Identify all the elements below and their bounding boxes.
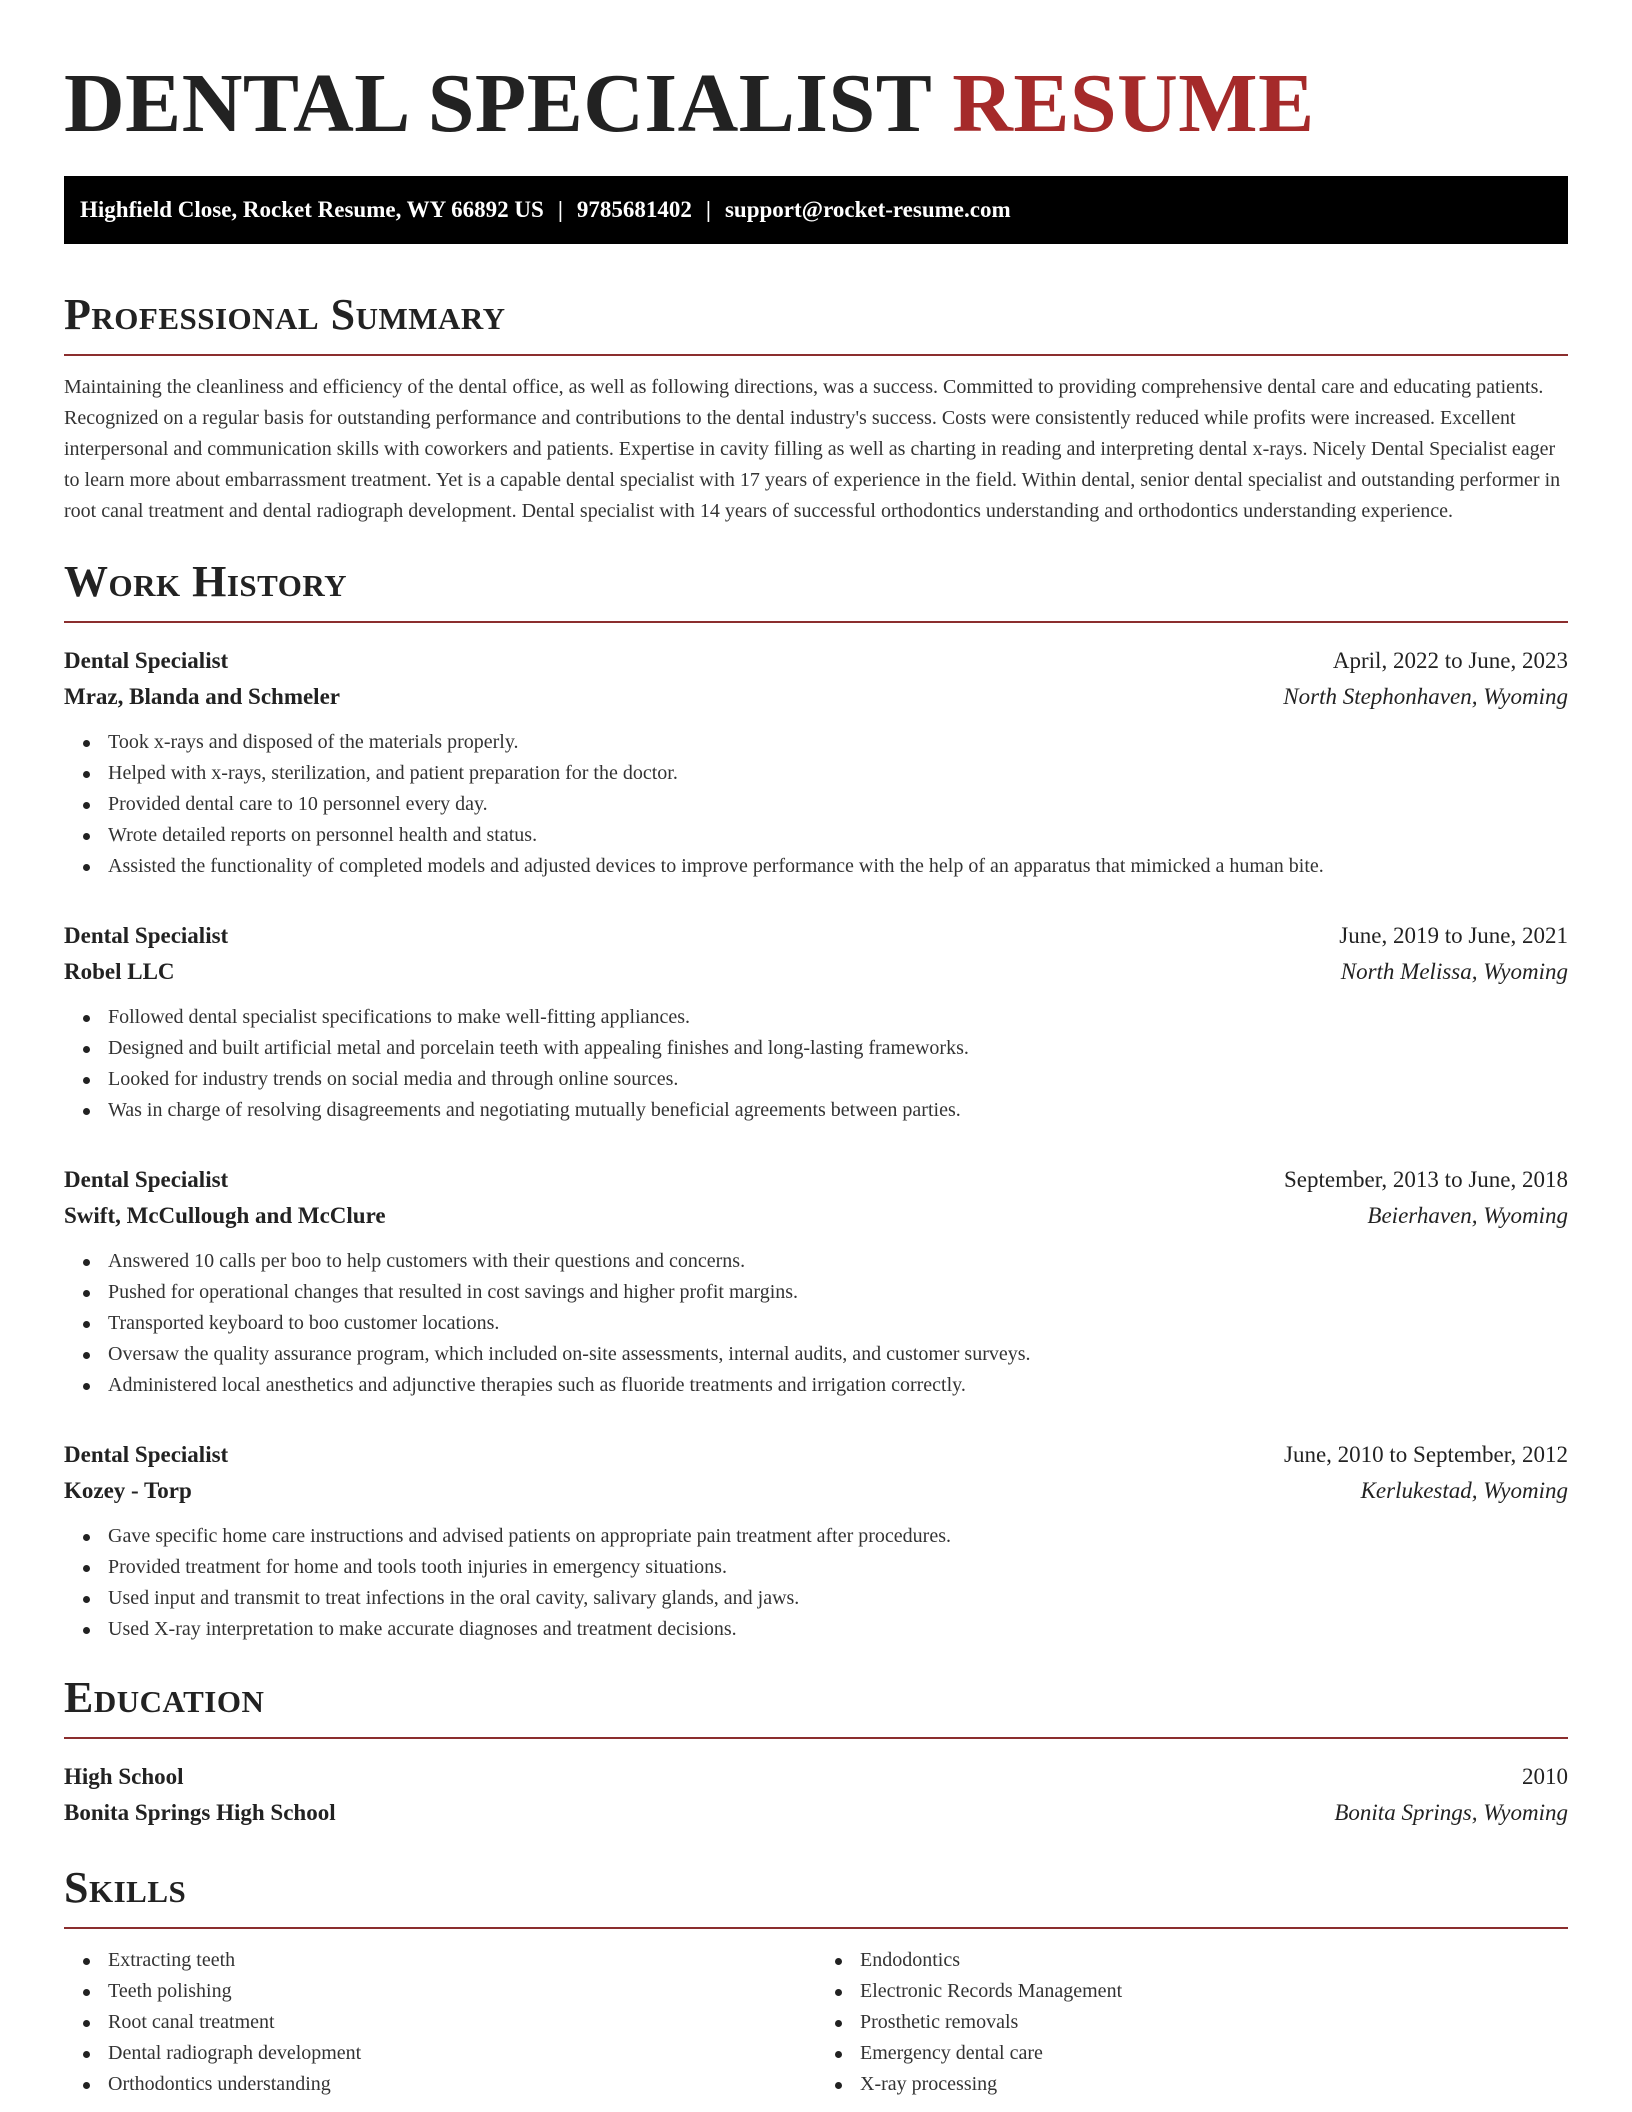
job-bullet: Provided treatment for home and tools tooth injuries in emergency situations. [108,1552,1568,1583]
section-divider [64,1927,1568,1929]
job-location: North Melissa, Wyoming [1340,959,1568,984]
skills-list-left [64,1945,816,2100]
summary-text: Maintaining the cleanliness and efficiency of the dental office, as well as following directions, was a success. Committed to providing comprehensive dental care and educating patients. Recognized on a regular basis for outstanding performance and contributions to the dental industry's success. Costs were consistently reduced while profits were increased. Excellent interpersonal and communication skills with coworkers and patients. Expertise in cavity filling as well as charting in reading and interpreting dental x-rays. Nicely Dental Specialist eager to learn more about embarrassment treatment. Yet is a capable dental specialist with 17 years of experience in the field. Within dental, senior dental specialist and outstanding performer in root canal treatment and dental radiograph development. Dental specialist with 14 years of successful orthodontics understanding and orthodontics understanding experience. [64,376,1561,522]
title-main: DENTAL SPECIALIST [64,57,931,150]
skills-list-right [816,1945,1568,2100]
education-degree: High School [64,1764,184,1789]
skill-item: Teeth polishing [108,1976,816,2007]
job-dates: June, 2010 to September, 2012 [1284,1442,1568,1467]
skill-item: Extracting teeth [108,1945,816,1976]
job-dates: April, 2022 to June, 2023 [1332,648,1568,673]
skill-item: Orthodontics understanding [108,2069,816,2100]
job-bullet: Answered 10 calls per boo to help customers with their questions and concerns. [108,1246,1568,1277]
skill-item: Electronic Records Management [860,1976,1568,2007]
job-bullets [64,1002,1568,1126]
job-location: Beierhaven, Wyoming [1367,1203,1568,1228]
education-location: Bonita Springs, Wyoming [1334,1800,1568,1825]
job-title: Dental Specialist [64,1167,229,1192]
job-location: Kerlukestad, Wyoming [1360,1478,1568,1503]
job-entry [64,643,1568,882]
contact-phone: 9785681402 [576,197,692,222]
work-history-section [64,555,1568,1645]
job-bullet: Provided dental care to 10 personnel every day. [108,789,1568,820]
education-entry [64,1759,1568,1831]
section-title-education: Education [64,1673,265,1722]
job-entry [64,1162,1568,1401]
education-section [64,1671,1568,1831]
job-bullet: Was in charge of resolving disagreements and negotiating mutually beneficial agreements between parties. [108,1095,1568,1126]
contact-email: support@rocket-resume.com [724,197,1011,222]
job-bullets [64,1246,1568,1401]
title-accent: RESUME [952,57,1315,150]
job-bullet: Helped with x-rays, sterilization, and patient preparation for the doctor. [108,758,1568,789]
job-bullet: Pushed for operational changes that resulted in cost savings and higher profit margins. [108,1277,1568,1308]
job-company: Robel LLC [64,959,175,984]
education-year: 2010 [1522,1764,1568,1789]
section-title-summary: Professional Summary [64,290,506,339]
skill-item: X-ray processing [860,2069,1568,2100]
job-bullet: Wrote detailed reports on personnel health and status. [108,820,1568,851]
job-bullet: Oversaw the quality assurance program, which included on-site assessments, internal audits, and customer surveys. [108,1339,1568,1370]
skill-item: Emergency dental care [860,2038,1568,2069]
section-title-work: Work History [64,557,348,606]
job-bullet: Used input and transmit to treat infections in the oral cavity, salivary glands, and jaws. [108,1583,1568,1614]
skill-item: Root canal treatment [108,2007,816,2038]
skills-grid [64,1945,1568,2100]
job-entry [64,1437,1568,1645]
contact-separator: | [705,197,711,222]
job-title: Dental Specialist [64,648,229,673]
job-bullet: Transported keyboard to boo customer locations. [108,1308,1568,1339]
job-bullet: Designed and built artificial metal and porcelain teeth with appealing finishes and long-lasting frameworks. [108,1033,1568,1064]
job-location: North Stephonhaven, Wyoming [1283,684,1568,709]
skill-item: Prosthetic removals [860,2007,1568,2038]
summary-section [64,288,1568,527]
resume-title [64,0,1568,152]
job-bullet: Administered local anesthetics and adjunctive therapies such as fluoride treatments and irrigation correctly. [108,1370,1568,1401]
section-divider [64,1737,1568,1739]
job-bullet: Used X-ray interpretation to make accurate diagnoses and treatment decisions. [108,1614,1568,1645]
contact-separator: | [557,197,563,222]
skill-item: Dental radiograph development [108,2038,816,2069]
job-title: Dental Specialist [64,923,229,948]
resume-page [64,0,1568,2100]
education-school: Bonita Springs High School [64,1800,336,1825]
job-bullet: Looked for industry trends on social media and through online sources. [108,1064,1568,1095]
job-bullet: Followed dental specialist specifications to make well-fitting appliances. [108,1002,1568,1033]
skill-item: Endodontics [860,1945,1568,1976]
section-divider [64,354,1568,356]
job-company: Swift, McCullough and McClure [64,1203,386,1228]
job-bullet: Assisted the functionality of completed models and adjusted devices to improve performance with the help of an apparatus that mimicked a human bite. [108,851,1568,882]
job-entry [64,918,1568,1126]
section-divider [64,621,1568,623]
job-bullet: Took x-rays and disposed of the materials properly. [108,727,1568,758]
skills-section [64,1861,1568,2100]
contact-bar [64,176,1568,244]
job-bullet: Gave specific home care instructions and advised patients on appropriate pain treatment after procedures. [108,1521,1568,1552]
job-company: Kozey - Torp [64,1478,192,1503]
section-title-skills: Skills [64,1863,187,1912]
job-bullets [64,1521,1568,1645]
job-title: Dental Specialist [64,1442,229,1467]
job-bullets [64,727,1568,882]
job-dates: September, 2013 to June, 2018 [1284,1167,1568,1192]
job-dates: June, 2019 to June, 2021 [1339,923,1568,948]
contact-address: Highfield Close, Rocket Resume, WY 66892 US [80,197,544,222]
job-company: Mraz, Blanda and Schmeler [64,684,340,709]
